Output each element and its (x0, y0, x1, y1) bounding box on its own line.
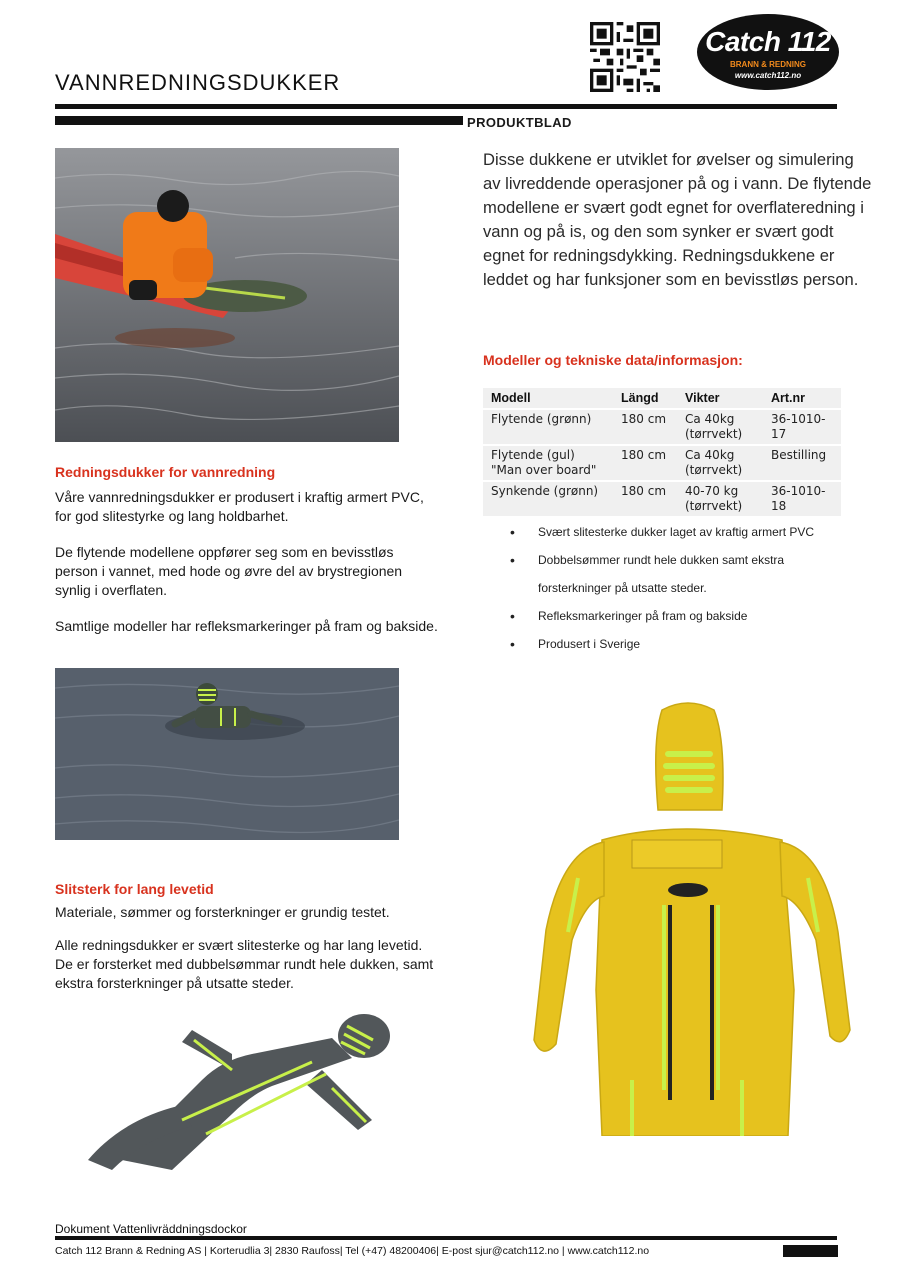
catch112-logo (697, 14, 839, 90)
section1-paragraph-3: Samtlige modeller har refleksmarkeringer på fram og bakside. (55, 618, 438, 634)
table-header-row (483, 388, 841, 408)
table-cell: Flytende (gul) "Man over board" (483, 446, 613, 480)
table-cell: Bestilling (763, 446, 841, 480)
qr-code-icon (590, 22, 660, 92)
footer-rule (55, 1236, 837, 1240)
page-title: VANNREDNINGSDUKKER (55, 70, 341, 95)
list-item: forsterkninger på utsatte steder. (538, 581, 707, 595)
table-cell: Ca 40kg (tørrvekt) (677, 410, 763, 444)
table-row (483, 410, 841, 444)
models-title: Modeller og tekniske data/informasjon: (483, 352, 743, 368)
footer-document-name: Dokument Vattenlivräddningsdockor (55, 1222, 247, 1236)
column-header: Art.nr (763, 388, 841, 408)
logo-name: Catch 112 (705, 26, 831, 57)
table-cell: 180 cm (613, 446, 677, 480)
gray-dummy-photo (82, 1010, 398, 1170)
table-cell: 180 cm (613, 410, 677, 444)
table-cell: 36-1010-17 (763, 410, 841, 444)
logo-url: www.catch112.no (734, 71, 802, 80)
models-table (483, 386, 841, 518)
table-row (483, 482, 841, 516)
section-title-slitsterk: Slitsterk for lang levetid (55, 881, 214, 897)
table-cell: 40-70 kg (tørrvekt) (677, 482, 763, 516)
table-cell: 36-1010-18 (763, 482, 841, 516)
column-header: Modell (483, 388, 613, 408)
column-header: Vikter (677, 388, 763, 408)
list-item: • Dobbelsømmer rundt hele dukken samt ekstra (510, 546, 880, 574)
table-cell: 180 cm (613, 482, 677, 516)
table-cell: Synkende (grønn) (483, 482, 613, 516)
section-title-vannredning: Redningsdukker for vannredning (55, 464, 276, 480)
section1-paragraph-1: Våre vannredningsdukker er produsert i kraftig armert PVC, for god slitestyrke og lang holdbarhet. (55, 489, 424, 524)
subheader-rule (55, 116, 463, 125)
feature-list (510, 518, 880, 658)
floating-dummy-photo (55, 668, 399, 840)
table-cell: Flytende (grønn) (483, 410, 613, 444)
yellow-dummy-photo (532, 700, 852, 1136)
document-type: PRODUKTBLAD (467, 115, 572, 130)
table-cell: Ca 40kg (tørrvekt) (677, 446, 763, 480)
list-item: • Svært slitesterke dukker laget av kraftig armert PVC (510, 518, 880, 546)
section2-paragraph-1: Materiale, sømmer og forsterkninger er grundig testet. (55, 904, 390, 920)
rescue-photo (55, 148, 399, 442)
section2-paragraph-2: Alle redningsdukker er svært slitesterke og har lang levetid. De er forsterket med dubbelsømmar rundt hele dukken, samt ekstra forsterkninger på utsatte steder. (55, 937, 434, 991)
intro-paragraph: Disse dukkene er utviklet for øvelser og simulering av livreddende operasjoner på og i vann. De flytende modellene er svært godt egnet for overflateredning i vann og på is, og den som synker er svært godt egnet for redningsdykking. Redningsdukkene er leddet og har funksjoner som en bevisstløs person. (483, 150, 872, 289)
section1-paragraph-2: De flytende modellene oppfører seg som en bevisstløs person i vannet, med hode og øvre del av brystregionen synlig i overflaten. (55, 544, 403, 598)
list-item: • Refleksmarkeringer på fram og bakside (510, 602, 880, 630)
table-row (483, 446, 841, 480)
logo-tagline: BRANN & REDNING (730, 60, 806, 69)
header-rule (55, 104, 837, 109)
footer-contact: Catch 112 Brann & Redning AS | Korterudlia 3| 2830 Raufoss| Tel (+47) 48200406| E-post sjur@catch112.no | www.catch112.no (55, 1245, 650, 1257)
footer-bar (783, 1245, 838, 1257)
column-header: Längd (613, 388, 677, 408)
list-item: • Produsert i Sverige (510, 630, 880, 658)
